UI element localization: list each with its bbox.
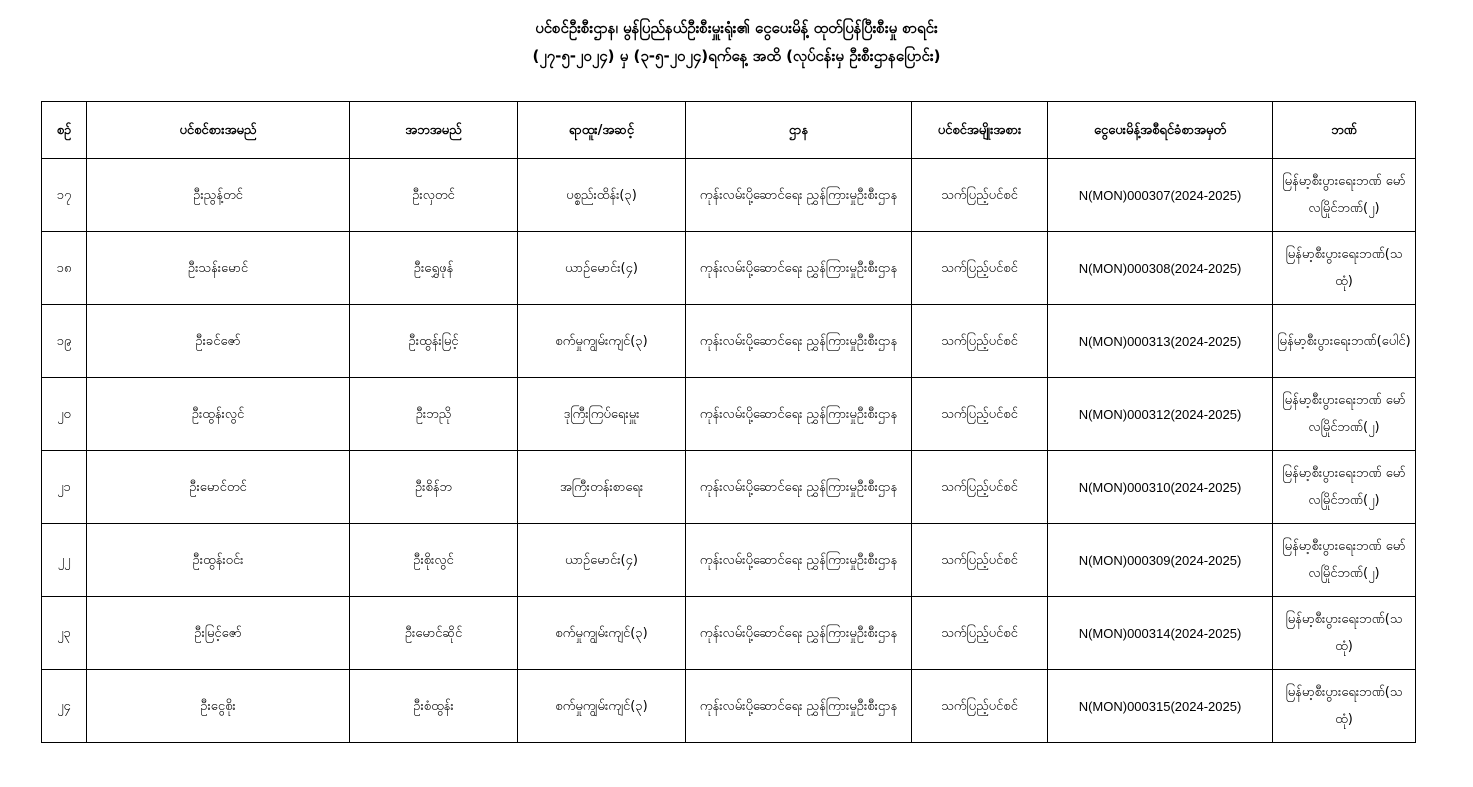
cell-department: ကုန်းလမ်းပို့ဆောင်ရေး ညွှန်ကြားမှုဦးစီးဌာန [686,232,912,305]
table-row [42,159,1416,232]
cell-department: ကုန်းလမ်းပို့ဆောင်ရေး ညွှန်ကြားမှုဦးစီးဌာန [686,451,912,524]
cell-department: ကုန်းလမ်းပို့ဆောင်ရေး ညွှန်ကြားမှုဦးစီးဌာန [686,597,912,670]
cell-pension-type: သက်ပြည့်ပင်စင် [912,524,1048,597]
column-header-serial: စဉ် [42,102,87,159]
cell-father-name: ဦးဘညို [350,378,518,451]
cell-serial: ၁၈ [42,232,87,305]
cell-bank: မြန်မာ့စီးပွားရေးဘဏ် မော်လမြိုင်ဘဏ်(၂) [1273,524,1416,597]
cell-bank: မြန်မာ့စီးပွားရေးဘဏ် မော်လမြိုင်ဘဏ်(၂) [1273,378,1416,451]
table-row [42,524,1416,597]
document-header [0,14,1473,70]
cell-rank: ဒုကြီးကြပ်ရေးမှူး [518,378,686,451]
cell-license-number: N(MON)000309(2024-2025) [1048,524,1273,597]
cell-father-name: ဦးစံထွန်း [350,670,518,743]
cell-department: ကုန်းလမ်းပို့ဆောင်ရေး ညွှန်ကြားမှုဦးစီးဌာန [686,159,912,232]
cell-serial: ၁၇ [42,159,87,232]
cell-father-name: ဦးမောင်ဆိုင် [350,597,518,670]
table-row [42,232,1416,305]
cell-serial: ၁၉ [42,305,87,378]
cell-bank: မြန်မာ့စီးပွားရေးဘဏ်(သထုံ) [1273,597,1416,670]
table-header [42,102,1416,159]
cell-pension-type: သက်ပြည့်ပင်စင် [912,159,1048,232]
cell-father-name: ဦးရွှေဖုန် [350,232,518,305]
cell-pensioner-name: ဦးထွန်းဝင်း [87,524,350,597]
cell-license-number: N(MON)000314(2024-2025) [1048,597,1273,670]
cell-license-number: N(MON)000313(2024-2025) [1048,305,1273,378]
cell-father-name: ဦးလှတင် [350,159,518,232]
cell-rank: စက်မှုကျွမ်းကျင်(၃) [518,670,686,743]
table-row [42,305,1416,378]
column-header-department: ဌာန [686,102,912,159]
cell-bank: မြန်မာ့စီးပွားရေးဘဏ်(သထုံ) [1273,232,1416,305]
cell-pension-type: သက်ပြည့်ပင်စင် [912,451,1048,524]
pension-register-table [41,101,1416,743]
table-row [42,451,1416,524]
cell-pension-type: သက်ပြည့်ပင်စင် [912,378,1048,451]
cell-serial: ၂၃ [42,597,87,670]
column-header-license-number: ငွေပေးမိန့်အစီရင်ခံစာအမှတ် [1048,102,1273,159]
cell-father-name: ဦးထွန်းမြင့် [350,305,518,378]
cell-pensioner-name: ဦးမြင့်ဇော် [87,597,350,670]
cell-rank: ပစ္စည်းထိန်း(၃) [518,159,686,232]
cell-department: ကုန်းလမ်းပို့ဆောင်ရေး ညွှန်ကြားမှုဦးစီးဌာန [686,378,912,451]
cell-pension-type: သက်ပြည့်ပင်စင် [912,305,1048,378]
cell-serial: ၂၁ [42,451,87,524]
cell-department: ကုန်းလမ်းပို့ဆောင်ရေး ညွှန်ကြားမှုဦးစီးဌာန [686,524,912,597]
cell-department: ကုန်းလမ်းပို့ဆောင်ရေး ညွှန်ကြားမှုဦးစီးဌာန [686,305,912,378]
header-row [42,102,1416,159]
cell-father-name: ဦးစိန်ဘ [350,451,518,524]
cell-pensioner-name: ဦးသန်းမောင် [87,232,350,305]
page-title: ပင်စင်ဦးစီးဌာန၊ မွန်ပြည်နယ်ဦးစီးမှူးရုံး၏ ငွေပေးမိန့် ထုတ်ပြန်ပြီးစီးမှု စာရင်း [535,19,938,37]
column-header-rank: ရာထူး/အဆင့် [518,102,686,159]
table-row [42,378,1416,451]
column-header-bank: ဘဏ် [1273,102,1416,159]
cell-license-number: N(MON)000315(2024-2025) [1048,670,1273,743]
cell-license-number: N(MON)000310(2024-2025) [1048,451,1273,524]
cell-pensioner-name: ဦးငွေစိုး [87,670,350,743]
cell-department: ကုန်းလမ်းပို့ဆောင်ရေး ညွှန်ကြားမှုဦးစီးဌာန [686,670,912,743]
cell-pensioner-name: ဦးထွန်းလွင် [87,378,350,451]
cell-bank: မြန်မာ့စီးပွားရေးဘဏ်(ပေါင်) [1273,305,1416,378]
cell-father-name: ဦးစိုးလွင် [350,524,518,597]
cell-license-number: N(MON)000307(2024-2025) [1048,159,1273,232]
column-header-pensioner-name: ပင်စင်စားအမည် [87,102,350,159]
cell-pensioner-name: ဦးညွန့်တင် [87,159,350,232]
cell-rank: ယာဉ်မောင်း(၄) [518,524,686,597]
cell-pensioner-name: ဦးမောင်တင် [87,451,350,524]
cell-bank: မြန်မာ့စီးပွားရေးဘဏ် မော်လမြိုင်ဘဏ်(၂) [1273,451,1416,524]
cell-serial: ၂၂ [42,524,87,597]
column-header-pension-type: ပင်စင်အမျိုးအစား [912,102,1048,159]
cell-pension-type: သက်ပြည့်ပင်စင် [912,232,1048,305]
cell-license-number: N(MON)000308(2024-2025) [1048,232,1273,305]
page-subtitle: (၂၇-၅-၂၀၂၄) မှ (၃-၅-၂၀၂၄)ရက်နေ့ အထိ (လုပ်ငန်းမှ ဦးစီးဌာနပြောင်း) [532,47,941,65]
cell-bank: မြန်မာ့စီးပွားရေးဘဏ်(သထုံ) [1273,670,1416,743]
cell-pensioner-name: ဦးခင်ဇော် [87,305,350,378]
cell-rank: စက်မှုကျွမ်းကျင်(၃) [518,597,686,670]
table-row [42,597,1416,670]
cell-bank: မြန်မာ့စီးပွားရေးဘဏ် မော်လမြိုင်ဘဏ်(၂) [1273,159,1416,232]
cell-rank: စက်မှုကျွမ်းကျင်(၃) [518,305,686,378]
cell-serial: ၂၄ [42,670,87,743]
table-row [42,670,1416,743]
table-body [42,159,1416,743]
cell-pension-type: သက်ပြည့်ပင်စင် [912,670,1048,743]
cell-license-number: N(MON)000312(2024-2025) [1048,378,1273,451]
cell-rank: ယာဉ်မောင်း(၄) [518,232,686,305]
cell-serial: ၂၀ [42,378,87,451]
cell-pension-type: သက်ပြည့်ပင်စင် [912,597,1048,670]
cell-rank: အကြီးတန်းစာရေး [518,451,686,524]
column-header-father-name: အဘအမည် [350,102,518,159]
